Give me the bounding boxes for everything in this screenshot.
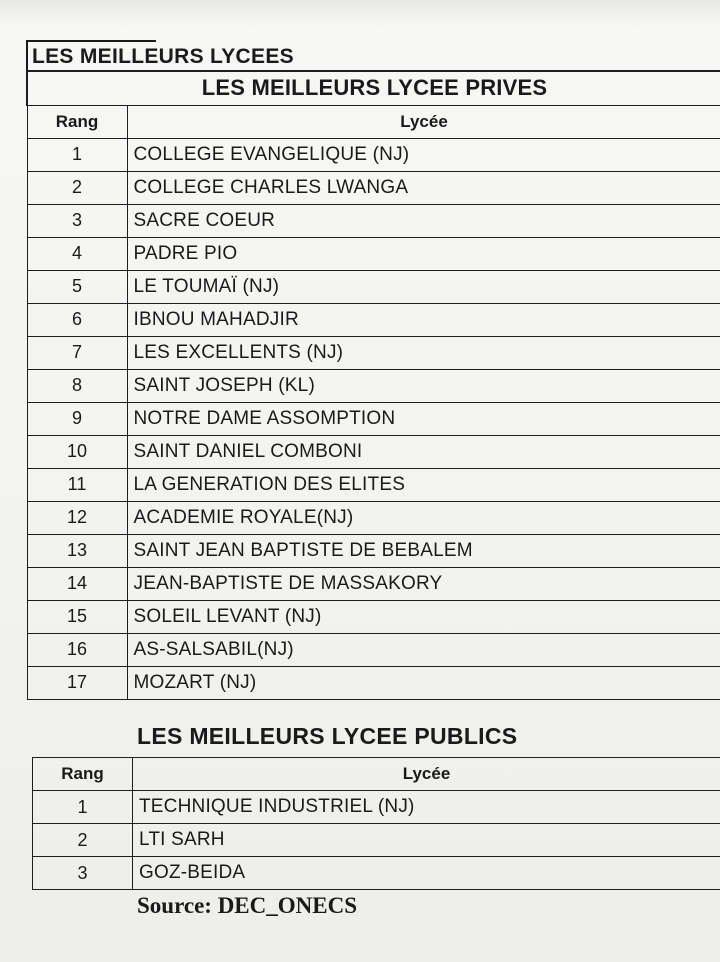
school-name-cell: TECHNIQUE INDUSTRIEL (NJ) — [133, 791, 720, 824]
school-name-cell: LA GENERATION DES ELITES — [127, 468, 720, 501]
rank-cell: 11 — [27, 468, 127, 501]
school-name-cell: IBNOU MAHADJIR — [127, 303, 720, 336]
school-name-cell: LTI SARH — [133, 824, 720, 857]
school-name-cell: COLLEGE EVANGELIQUE (NJ) — [127, 138, 720, 171]
rank-cell: 13 — [27, 534, 127, 567]
school-name-cell: JEAN-BAPTISTE DE MASSAKORY — [127, 567, 720, 600]
rank-cell: 10 — [27, 435, 127, 468]
private-table-row — [27, 567, 720, 600]
rank-cell: 2 — [27, 171, 127, 204]
rank-cell: 3 — [27, 204, 127, 237]
private-table-row — [27, 303, 720, 336]
private-table-row — [27, 468, 720, 501]
private-table-row — [27, 171, 720, 204]
rank-cell: 3 — [33, 857, 133, 890]
rank-cell: 17 — [27, 666, 127, 699]
school-name-cell: GOZ-BEIDA — [133, 857, 720, 890]
private-table-row — [27, 435, 720, 468]
public-table-row — [33, 857, 720, 890]
private-section-header-row — [27, 71, 720, 105]
rank-cell: 9 — [27, 402, 127, 435]
rank-cell: 2 — [33, 824, 133, 857]
rank-cell: 16 — [27, 633, 127, 666]
public-section-title: LES MEILLEURS LYCEE PUBLICS — [137, 723, 518, 749]
school-name-cell: MOZART (NJ) — [127, 666, 720, 699]
main-title: LES MEILLEURS LYCEES — [26, 40, 156, 72]
rank-cell: 14 — [27, 567, 127, 600]
rank-cell: 15 — [27, 600, 127, 633]
public-table-row — [33, 791, 720, 824]
rank-cell: 1 — [27, 138, 127, 171]
private-table-row — [27, 666, 720, 699]
private-schools-table — [26, 70, 720, 700]
rank-cell: 5 — [27, 270, 127, 303]
school-name-cell: AS-SALSABIL(NJ) — [127, 633, 720, 666]
private-table-row — [27, 633, 720, 666]
public-schools-table — [32, 757, 720, 890]
rank-cell: 7 — [27, 336, 127, 369]
school-name-cell: SOLEIL LEVANT (NJ) — [127, 600, 720, 633]
private-table-row — [27, 501, 720, 534]
school-name-cell: SAINT JOSEPH (KL) — [127, 369, 720, 402]
public-table-body — [33, 791, 720, 890]
school-name-cell: ACADEMIE ROYALE(NJ) — [127, 501, 720, 534]
private-table-row — [27, 336, 720, 369]
private-table-row — [27, 237, 720, 270]
school-name-cell: PADRE PIO — [127, 237, 720, 270]
private-column-header-row — [27, 105, 720, 138]
private-table-row — [27, 270, 720, 303]
public-name-header: Lycée — [133, 758, 720, 791]
school-name-cell: LES EXCELLENTS (NJ) — [127, 336, 720, 369]
school-name-cell: SACRE COEUR — [127, 204, 720, 237]
source-note: Source: DEC_ONECS — [137, 893, 358, 918]
public-column-header-row — [33, 758, 720, 791]
private-name-header: Lycée — [127, 105, 720, 138]
page-shadow — [0, 0, 720, 28]
school-name-cell: COLLEGE CHARLES LWANGA — [127, 171, 720, 204]
school-name-cell: LE TOUMAÏ (NJ) — [127, 270, 720, 303]
private-table-row — [27, 402, 720, 435]
private-section-title: LES MEILLEURS LYCEE PRIVES — [27, 71, 720, 105]
private-table-row — [27, 204, 720, 237]
rank-cell: 4 — [27, 237, 127, 270]
private-table-row — [27, 534, 720, 567]
private-table-row — [27, 600, 720, 633]
school-name-cell: NOTRE DAME ASSOMPTION — [127, 402, 720, 435]
private-table-row — [27, 138, 720, 171]
public-rank-header: Rang — [33, 758, 133, 791]
private-rank-header: Rang — [27, 105, 127, 138]
public-table-row — [33, 824, 720, 857]
private-table-body — [27, 138, 720, 699]
school-name-cell: SAINT JEAN BAPTISTE DE BEBALEM — [127, 534, 720, 567]
rank-cell: 1 — [33, 791, 133, 824]
rank-cell: 12 — [27, 501, 127, 534]
school-name-cell: SAINT DANIEL COMBONI — [127, 435, 720, 468]
private-table-row — [27, 369, 720, 402]
rank-cell: 6 — [27, 303, 127, 336]
rank-cell: 8 — [27, 369, 127, 402]
